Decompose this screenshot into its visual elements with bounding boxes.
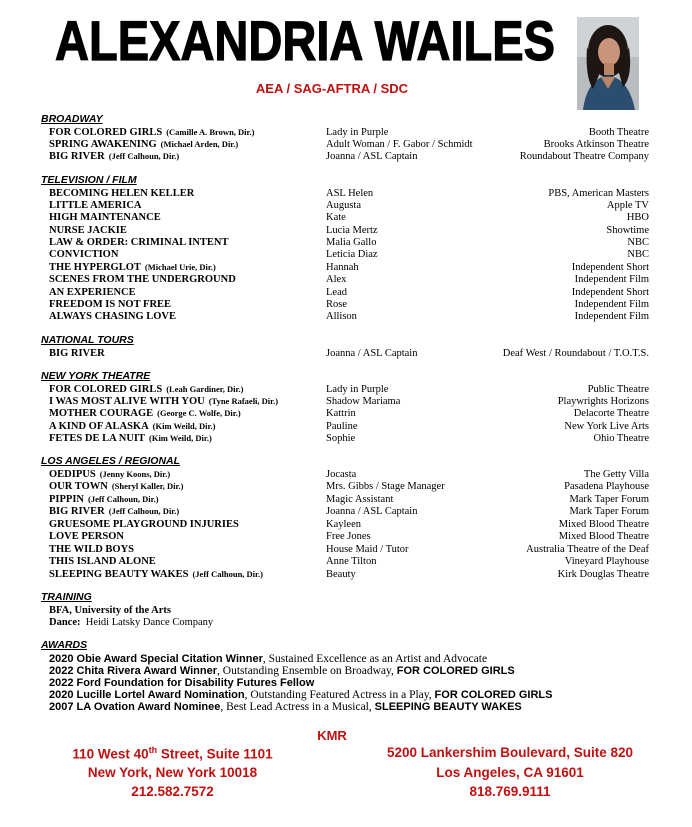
credit-row: SCENES FROM THE UNDERGROUND Alex Independent Film (49, 274, 649, 285)
credit-row: THE HYPERGLOT (Michael Urie, Dir.) Hannah Independent Short (49, 262, 649, 273)
credit-row: NURSE JACKIE Lucia Mertz Showtime (49, 225, 649, 236)
credit-row: ALWAYS CHASING LOVE Allison Independent Film (49, 311, 649, 322)
award-item: 2007 LA Ovation Award Nominee, Best Lead Actress in a Musical, SLEEPING BEAUTY WAKES (49, 701, 522, 713)
credit-row: SLEEPING BEAUTY WAKES (Jeff Calhoun, Dir.) Beauty Kirk Douglas Theatre (49, 569, 649, 580)
section-television-film: TELEVISION / FILM (41, 174, 137, 186)
ny-phone: 212.582.7572 (131, 784, 214, 799)
award-item: 2020 Obie Award Special Citation Winner, Sustained Excellence as an Artist and Advocate (49, 653, 488, 665)
credit-row: LOVE PERSON Free Jones Mixed Blood Theatre (49, 531, 649, 542)
credit-row: BECOMING HELEN KELLER ASL Helen PBS, American Masters (49, 188, 649, 199)
award-item: 2022 Chita Rivera Award Winner, Outstanding Ensemble on Broadway, FOR COLORED GIRLS (49, 665, 515, 677)
credit-row: FOR COLORED GIRLS (Camille A. Brown, Dir.) Lady in Purple Booth Theatre (49, 127, 649, 138)
credit-row: THE WILD BOYS House Maid / Tutor Australia Theatre of the Deaf (49, 544, 649, 555)
section-national-tours: NATIONAL TOURS (41, 334, 134, 346)
award-item: 2020 Lucille Lortel Award Nomination, Outstanding Featured Actress in a Play, FOR COLORED GIRLS (49, 689, 553, 701)
section-los-angeles-regional: LOS ANGELES / REGIONAL (41, 455, 181, 467)
credit-row: MOTHER COURAGE (George C. Wolfe, Dir.) Kattrin Delacorte Theatre (49, 408, 649, 419)
credit-row: AN EXPERIENCE Lead Independent Short (49, 287, 649, 298)
credit-row: LAW & ORDER: CRIMINAL INTENT Malia Gallo NBC (49, 237, 649, 248)
la-phone: 818.769.9111 (469, 784, 551, 799)
la-address-line2: Los Angeles, CA 91601 (436, 765, 584, 780)
credit-row: BIG RIVER (Jeff Calhoun, Dir.) Joanna / ASL Captain Mark Taper Forum (49, 506, 649, 517)
credit-row: THIS ISLAND ALONE Anne Tilton Vineyard Playhouse (49, 556, 649, 567)
training-dance: Dance: Heidi Latsky Dance Company (49, 617, 214, 628)
credit-row: FETES DE LA NUIT (Kim Weild, Dir.) Sophie Ohio Theatre (49, 433, 649, 444)
credit-row: FREEDOM IS NOT FREE Rose Independent Film (49, 299, 649, 310)
credit-row: FOR COLORED GIRLS (Leah Gardiner, Dir.) Lady in Purple Public Theatre (49, 384, 649, 395)
credit-row: SPRING AWAKENING (Michael Arden, Dir.) Adult Woman / F. Gabor / Schmidt Brooks Atkinson Theatre (49, 139, 649, 150)
actor-name (50, 8, 560, 70)
award-item: 2022 Ford Foundation for Disability Futures Fellow (49, 677, 315, 689)
section-awards: AWARDS (41, 639, 88, 651)
credit-row: I WAS MOST ALIVE WITH YOU (Tyne Rafaeli, Dir.) Shadow Mariama Playwrights Horizons (49, 396, 649, 407)
credit-row: HIGH MAINTENANCE Kate HBO (49, 212, 649, 223)
credit-row: OUR TOWN (Sheryl Kaller, Dir.) Mrs. Gibbs / Stage Manager Pasadena Playhouse (49, 481, 649, 492)
ny-address-line2: New York, New York 10018 (87, 765, 258, 780)
section-broadway: BROADWAY (41, 113, 103, 125)
ny-address-line1: 110 West 40th Street, Suite 1101 (72, 745, 273, 762)
la-address-line1: 5200 Lankershim Boulevard, Suite 820 (386, 745, 634, 760)
section-new-york-theatre: NEW YORK THEATRE (41, 370, 151, 382)
agency-name: KMR (317, 728, 347, 743)
credit-row: CONVICTION Leticia Diaz NBC (49, 249, 649, 260)
training-degree: BFA, University of the Arts (49, 605, 171, 616)
credit-row: BIG RIVER Joanna / ASL Captain Deaf West / Roundabout / T.O.T.S. (49, 348, 649, 359)
credit-row: OEDIPUS (Jenny Koons, Dir.) Jocasta The Getty Villa (49, 469, 649, 480)
credit-row: PIPPIN (Jeff Calhoun, Dir.) Magic Assistant Mark Taper Forum (49, 494, 649, 505)
actor-name-text: ALEXANDRIA WAILES (55, 9, 555, 72)
section-training: TRAINING (41, 591, 92, 603)
headshot-photo (577, 17, 639, 110)
credit-row: A KIND OF ALASKA (Kim Weild, Dir.) Pauline New York Live Arts (49, 421, 649, 432)
credit-row: LITTLE AMERICA Augusta Apple TV (49, 200, 649, 211)
credit-row: GRUESOME PLAYGROUND INJURIES Kayleen Mixed Blood Theatre (49, 519, 649, 530)
union-affiliations: AEA / SAG-AFTRA / SDC (255, 81, 409, 96)
credit-row: BIG RIVER (Jeff Calhoun, Dir.) Joanna / ASL Captain Roundabout Theatre Company (49, 151, 649, 162)
